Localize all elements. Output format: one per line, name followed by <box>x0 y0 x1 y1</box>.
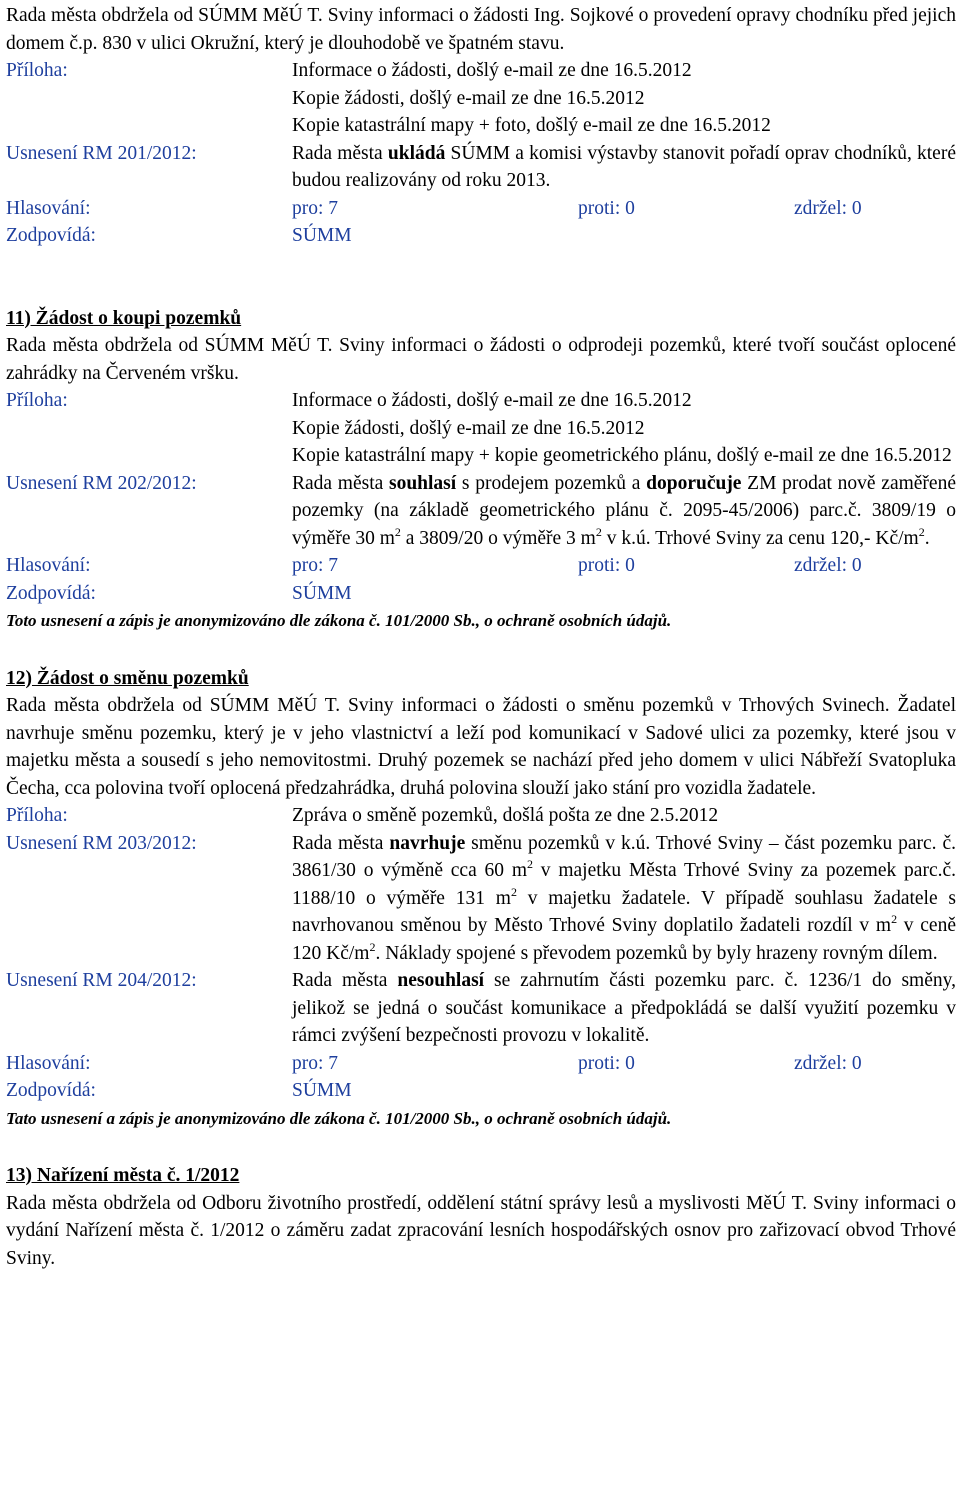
resolution-verb: navrhuje <box>389 832 466 854</box>
responsible-row <box>6 1077 956 1105</box>
resolution-text-part: Rada města <box>292 832 390 854</box>
resolution-text-part: v majetku Města Trhové Sviny za pozemek parc.č. 1188/10 o výměře 131 m <box>292 860 957 909</box>
resolution-text-part: směnu pozemků v k.ú. Trhové Sviny – část pozemku parc. č. 3861/30 o výměně cca 60 m <box>292 832 956 881</box>
resolution-label: Usnesení RM 204/2012: <box>6 970 197 991</box>
vote-pro: pro: 7 <box>292 555 339 576</box>
section-12 <box>6 665 956 1133</box>
section-12-intro: Rada města obdržela od SÚMM MěÚ T. Sviny informaci o žádosti o směnu pozemků v Trhových Svinech. Žadatel navrhuje směnu pozemku, který je v jeho vlastnictví a leží pod komunikací v Sadové ulici za pozemky, které jsou v majetku města a sousedí s jeho nemovitostmi. Druhý pozemek se nachází před jeho domem v ulici Nábřeží Svatopluka Čecha, cca polovina tvoří oplocená předzahrádka, druhá polovina slouží jako stání pro vozidla žadatele. <box>6 695 956 799</box>
superscript: 2 <box>527 857 533 871</box>
responsible-row <box>6 580 956 608</box>
resolution-verb: ukládá <box>387 142 446 164</box>
superscript: 2 <box>369 939 376 954</box>
vote-row <box>6 195 956 223</box>
resolution-203 <box>6 830 956 968</box>
resolution-verb: nesouhlasí <box>397 970 485 991</box>
attachment-label: Příloha: <box>6 60 68 81</box>
resolution-verb: souhlasí <box>388 472 457 494</box>
superscript: 2 <box>510 884 517 899</box>
section-13 <box>6 1162 956 1272</box>
attachment-item: Kopie žádosti, došlý e-mail ze dne 16.5.2012 <box>292 417 645 439</box>
vote-proti: proti: 0 <box>578 1052 635 1074</box>
resolution-text <box>292 830 956 968</box>
section-10 <box>6 2 956 250</box>
superscript: 2 <box>891 912 898 926</box>
responsible-value: SÚMM <box>292 582 352 604</box>
vote-proti: proti: 0 <box>578 197 635 219</box>
superscript: 2 <box>918 524 925 539</box>
section-10-intro: Rada města obdržela od SÚMM MěÚ T. Sviny informaci o žádosti Ing. Sojkové o provedení opravy chodníku před jejich domem č.p. 830 v ulici Okružní, který je dlouhodobě ve špatném stavu. <box>6 5 956 54</box>
attachment-item: Informace o žádosti, došlý e-mail ze dne 16.5.2012 <box>292 390 692 411</box>
spacer <box>6 250 956 305</box>
attachment-item: Kopie katastrální mapy + foto, došlý e-mail ze dne 16.5.2012 <box>292 115 771 136</box>
resolution-text-part: se zahrnutím části pozemku parc. č. 1236/1 do směny, jelikož se jedná o součást komunikace a předpokládá se další využití pozemku v rámci zvýšení bezpečnosti provozu v lokalitě. <box>292 970 956 1046</box>
resolution-text-part: Rada města <box>292 142 388 164</box>
resolution-label: Usnesení RM 201/2012: <box>6 142 197 164</box>
resolution-text <box>292 140 956 195</box>
resolution-text-part: . <box>924 527 930 549</box>
attachment-label: Příloha: <box>6 390 68 411</box>
attachment-list <box>292 387 956 470</box>
anonymization-note: Tato usnesení a zápis je anonymizováno dle zákona č. 101/2000 Sb., o ochraně osobních údajů. <box>6 1108 672 1128</box>
resolution-204 <box>6 967 956 1050</box>
attachment-block <box>6 387 956 470</box>
attachment-item: Zpráva o směně pozemků, došlá pošta ze dne 2.5.2012 <box>292 805 719 826</box>
vote-pro: pro: 7 <box>292 197 339 219</box>
resolution-201 <box>6 140 956 195</box>
document-page <box>6 2 956 1272</box>
section-11 <box>6 305 956 635</box>
resolution-label: Usnesení RM 202/2012: <box>6 472 197 494</box>
vote-proti: proti: 0 <box>578 555 635 576</box>
responsible-label: Zodpovídá: <box>6 1080 96 1101</box>
resolution-202 <box>6 470 956 553</box>
vote-pro: pro: 7 <box>292 1052 339 1074</box>
vote-row <box>6 552 956 580</box>
resolution-text-part: Rada města <box>292 970 398 991</box>
vote-zdrzel: zdržel: 0 <box>794 197 862 219</box>
section-heading: 13) Nařízení města č. 1/2012 <box>6 1165 240 1186</box>
resolution-text-part: . Náklady spojené s převodem pozemků by byly hrazeny rovným dílem. <box>375 942 938 964</box>
resolution-text-part: v majetku žadatele. V případě souhlasu žadatele s navrhovanou směnou by Město Trhové Sviny doplatilo žadateli rozdíl v m <box>292 887 956 936</box>
resolution-text-part: Rada města <box>292 472 389 494</box>
spacer <box>6 635 956 665</box>
attachment-item: Kopie žádosti, došlý e-mail ze dne 16.5.2012 <box>292 87 645 109</box>
section-heading: 12) Žádost o směnu pozemků <box>6 667 249 689</box>
resolution-text-part: v k.ú. Trhové Sviny za cenu 120,- Kč/m <box>601 527 919 549</box>
attachment-label: Příloha: <box>6 805 68 826</box>
section-heading: 11) Žádost o koupi pozemků <box>6 307 242 329</box>
attachment-item: Informace o žádosti, došlý e-mail ze dne 16.5.2012 <box>292 60 692 81</box>
responsible-label: Zodpovídá: <box>6 582 96 604</box>
resolution-text-part: v ceně 120 Kč/m <box>292 915 956 964</box>
spacer <box>6 1132 956 1162</box>
vote-label: Hlasování: <box>6 1052 91 1074</box>
attachment-block <box>6 57 956 140</box>
responsible-row <box>6 222 956 250</box>
vote-label: Hlasování: <box>6 197 91 219</box>
responsible-value: SÚMM <box>292 1080 352 1101</box>
attachment-item: Kopie katastrální mapy + kopie geometrického plánu, došlý e-mail ze dne 16.5.2012 <box>292 445 952 466</box>
superscript: 2 <box>394 524 401 539</box>
responsible-label: Zodpovídá: <box>6 225 96 246</box>
superscript: 2 <box>595 524 602 539</box>
resolution-text <box>292 470 956 553</box>
vote-row <box>6 1050 956 1078</box>
vote-label: Hlasování: <box>6 555 91 576</box>
resolution-text-part: ZM prodat nově zaměřené pozemky (na základě geometrického plánu č. 2095-45/2006) parc.č. 3809/19 o výměře 30 m <box>292 472 956 549</box>
resolution-text-part: a 3809/20 o výměře 3 m <box>400 527 596 549</box>
attachment-block <box>6 802 956 830</box>
resolution-verb: doporučuje <box>646 472 742 494</box>
anonymization-note: Toto usnesení a zápis je anonymizováno dle zákona č. 101/2000 Sb., o ochraně osobních údajů. <box>6 611 672 630</box>
vote-zdrzel: zdržel: 0 <box>794 1052 862 1074</box>
vote-zdrzel: zdržel: 0 <box>794 555 862 576</box>
section-11-intro: Rada města obdržela od SÚMM MěÚ T. Sviny informaci o žádosti o odprodeji pozemků, které tvoří součást oplocené zahrádky na Červeném vršku. <box>6 335 956 384</box>
resolution-text-part: s prodejem pozemků a <box>456 472 647 494</box>
resolution-text-part: SÚMM a komisi výstavby stanovit pořadí oprav chodníků, které budou realizovány od roku 2013. <box>292 142 956 191</box>
resolution-label: Usnesení RM 203/2012: <box>6 832 197 854</box>
responsible-value: SÚMM <box>292 225 352 246</box>
attachment-list <box>292 57 956 140</box>
resolution-text <box>292 967 956 1050</box>
section-13-intro: Rada města obdržela od Odboru životního prostředí, oddělení státní správy lesů a myslivosti MěÚ T. Sviny informaci o vydání Nařízení města č. 1/2012 o záměru zadat zpracování lesních hospodářských osnov pro zařizovací obvod Trhové Sviny. <box>6 1192 956 1269</box>
